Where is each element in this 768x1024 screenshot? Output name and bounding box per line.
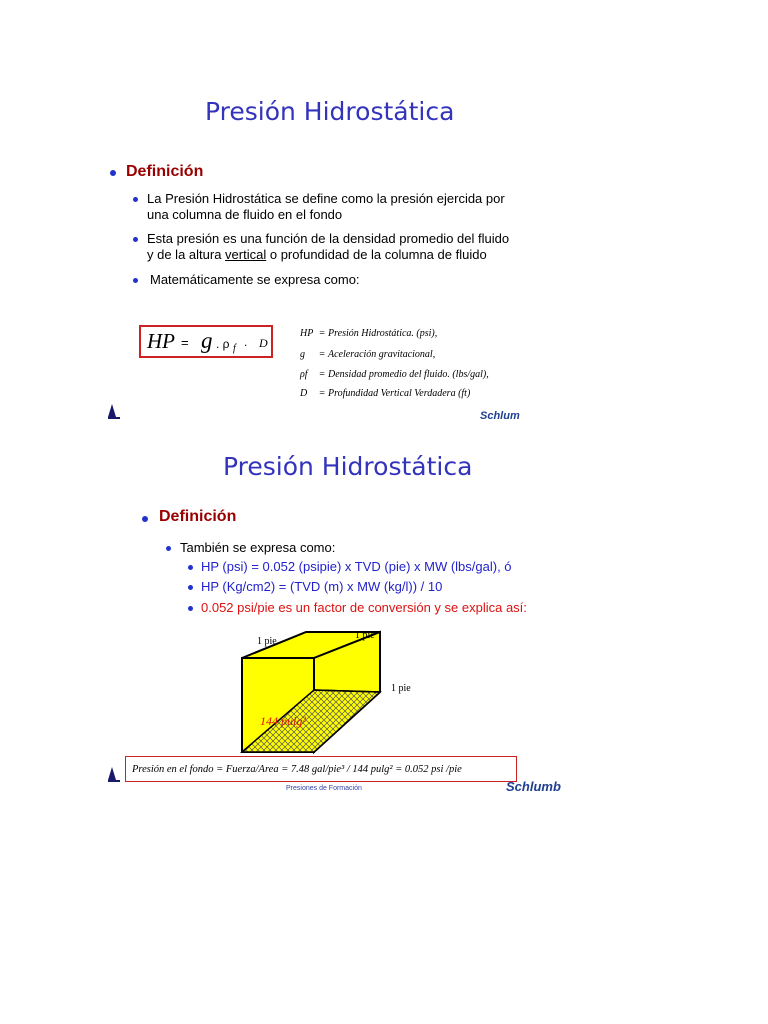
slide-2-sub-bullet: También se expresa como: — [180, 540, 336, 555]
legend-text: Presión Hidrostática. (psi), — [328, 328, 438, 339]
formula-hp: HP — [147, 329, 175, 353]
cube-base-label: 144 pulg² — [260, 714, 306, 728]
cube-label-right: 1 pie — [391, 683, 411, 694]
bullet-dot — [133, 278, 138, 283]
equation-text: Presión en el fondo = Fuerza/Area = 7.48 gal/pie³ / 144 pulg² = 0.052 psi /pie — [132, 764, 462, 775]
bullet-dot — [133, 237, 138, 242]
bullet-dot — [110, 170, 116, 176]
slide-1-bullet-2 — [147, 231, 509, 263]
slide-2-title: Presión Hidrostática — [223, 452, 473, 481]
slide-1-section-heading: Definición — [126, 163, 204, 180]
bullet-1-line-1: La Presión Hidrostática se define como la presión ejercida por — [147, 191, 505, 206]
slide-2-item-3: 0.052 psi/pie es un factor de conversión y se explica así: — [201, 600, 527, 615]
bullet-dot — [188, 585, 193, 590]
formula-box — [139, 325, 273, 358]
bullet-2-line-2 — [147, 247, 509, 263]
slide-2-item-2: HP (Kg/cm2) = (TVD (m) x MW (kg/l)) / 10 — [201, 579, 443, 594]
bullet-2-text-pre: y de la altura — [147, 247, 226, 262]
slide-2-footer: Presiones de Formación — [286, 785, 362, 792]
bullet-2-line-1: Esta presión es una función de la densidad promedio del fluido — [147, 231, 510, 246]
slide-1-bullet-1 — [147, 191, 505, 223]
slide-2-schlumberger-logo: Schlumb — [506, 779, 561, 794]
slide-2-section-heading: Definición — [159, 508, 237, 525]
bullet-dot — [188, 565, 193, 570]
legend-equals: = — [318, 369, 326, 380]
equation-box — [125, 756, 517, 782]
legend-symbol: D — [300, 388, 308, 399]
legend-symbol: HP — [300, 328, 314, 339]
slide-1-bullet-3: Matemáticamente se expresa como: — [150, 272, 360, 287]
legend-symbol: ρf — [300, 369, 308, 380]
sailboat-logo-icon — [108, 767, 116, 780]
legend-row — [300, 328, 437, 339]
bullet-2-text-post: o profundidad de la columna de fluido — [266, 247, 487, 262]
legend-row — [300, 369, 489, 380]
legend-text: Profundidad Vertical Verdadera (ft) — [328, 388, 471, 399]
legend-row — [300, 349, 435, 360]
cube-diagram — [240, 630, 385, 755]
formula-d: D — [259, 336, 268, 350]
slide-1-title: Presión Hidrostática — [205, 97, 455, 126]
formula-subscript-f: f — [233, 343, 236, 354]
legend-equals: = — [318, 388, 326, 399]
legend-symbol: g — [300, 349, 305, 360]
slide-2-item-1: HP (psi) = 0.052 (psipie) x TVD (pie) x MW (lbs/gal), ó — [201, 559, 512, 574]
legend-equals: = — [318, 328, 326, 339]
legend-row — [300, 388, 470, 399]
cube-label-top: 1 pie — [355, 630, 375, 641]
bullet-dot — [133, 197, 138, 202]
sailboat-base — [108, 417, 120, 419]
bullet-dot — [142, 516, 148, 522]
cube-label-left: 1 pie — [257, 636, 277, 647]
formula-rho: . ρ — [216, 337, 230, 351]
formula-equals: = — [181, 335, 189, 350]
formula-dot: . — [244, 335, 248, 349]
legend-text: Aceleración gravitacional, — [328, 349, 436, 360]
bullet-2-underlined-word: vertical — [225, 247, 267, 262]
formula-g: g — [201, 328, 213, 353]
slide-1-schlumberger-logo: Schlum — [480, 410, 520, 420]
sailboat-base — [108, 780, 120, 782]
bullet-dot — [166, 546, 171, 551]
legend-text: Densidad promedio del fluido. (lbs/gal), — [328, 369, 489, 380]
sailboat-logo-icon — [108, 404, 116, 417]
bullet-dot — [188, 606, 193, 611]
legend-equals: = — [318, 349, 326, 360]
bullet-1-line-2: una columna de fluido en el fondo — [147, 207, 343, 222]
